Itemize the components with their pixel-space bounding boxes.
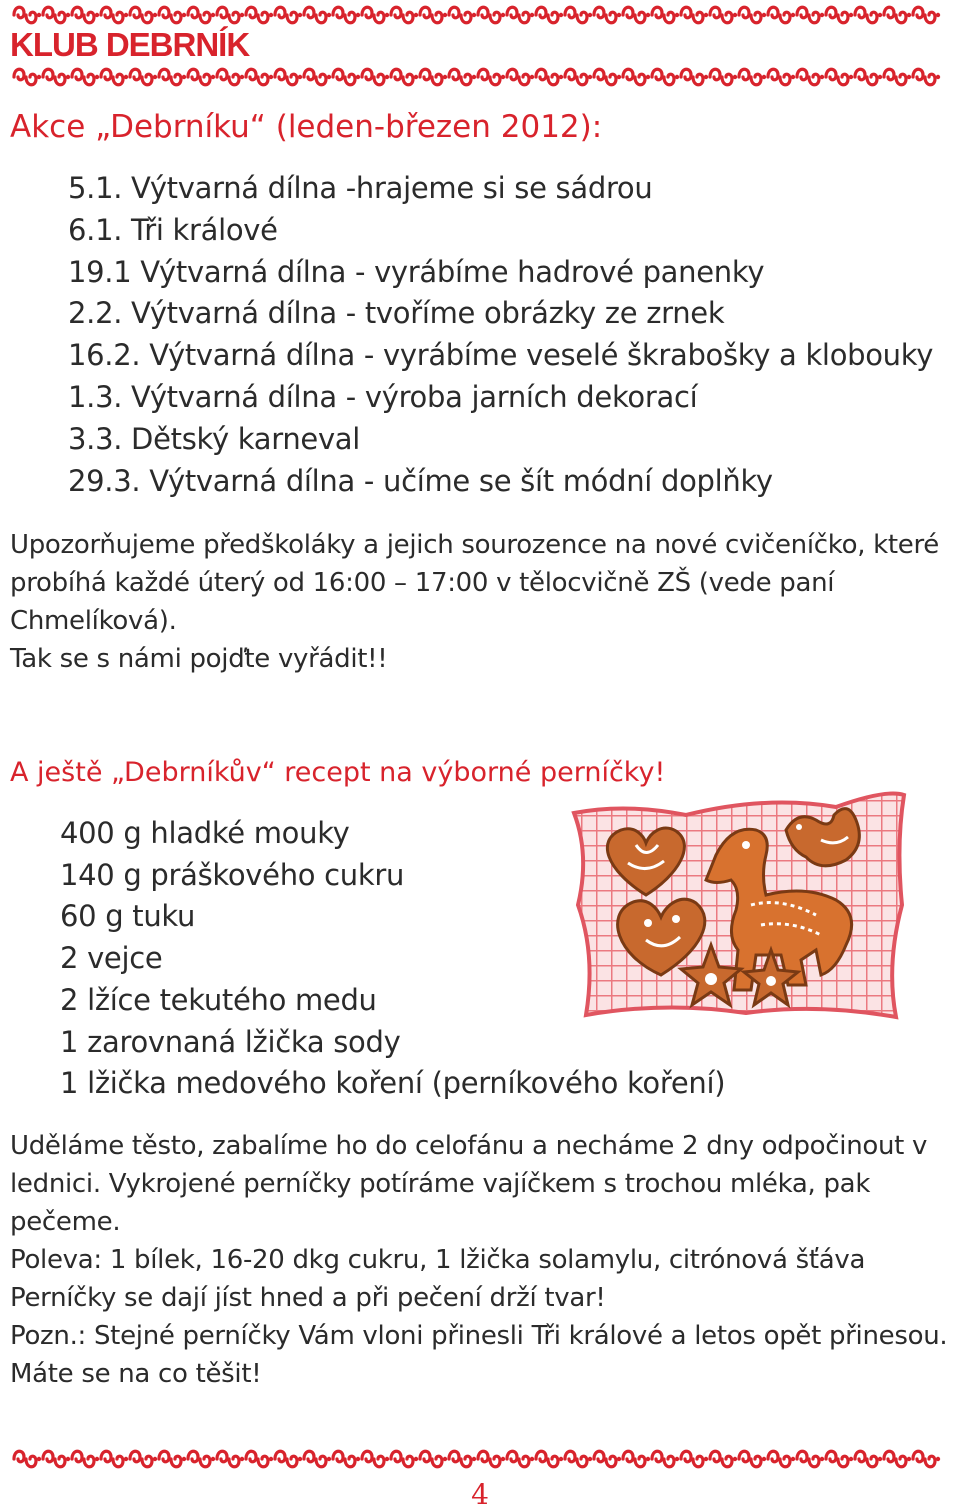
ornament-motif [217, 69, 244, 85]
ornament-motif [855, 7, 882, 23]
ornament-border-bottom [10, 1446, 952, 1472]
ornament-motif [43, 7, 70, 23]
ornament-motif [333, 1451, 360, 1467]
ornament-motif [304, 1451, 331, 1467]
notice-text: Upozorňujeme předškoláky a jejich sourozence na nové cvičeníčko, které probíhá každé úterý od 16:00 – 17:00 v tělocvičně ZŠ (vede paní Chmelíková). [10, 530, 940, 636]
exercise-notice [10, 526, 950, 678]
ornament-motif [884, 69, 911, 85]
event-item: 1.3. Výtvarná dílna - výroba jarních dekorací [68, 379, 698, 414]
ornament-motif [43, 69, 70, 85]
ornament-motif [536, 1451, 563, 1467]
events-heading: Akce „Debrníku“ (leden-březen 2012): [10, 109, 603, 145]
ornament-motif [507, 7, 534, 23]
ornament-motif [594, 69, 621, 85]
ornament-motif [420, 7, 447, 23]
ornament-motif [507, 69, 534, 85]
ornament-motif [826, 69, 853, 85]
ornament-motif [275, 1451, 302, 1467]
ingredient-item: 1 lžička medového koření (perníkového koření) [60, 1066, 726, 1101]
ornament-motif [797, 1451, 824, 1467]
ornament-motif [739, 69, 766, 85]
event-item: 29.3. Výtvarná dílna - učíme se šít módní doplňky [68, 463, 773, 498]
ornament-motif [478, 69, 505, 85]
recipe-instructions [10, 1127, 950, 1393]
ornament-motif [217, 7, 244, 23]
ornament-motif [391, 7, 418, 23]
ornament-motif [652, 7, 679, 23]
ornament-motif [449, 69, 476, 85]
ornament-motif [681, 69, 708, 85]
recipe-note: Pozn.: Stejné perníčky Vám vloni přinesli Tři králové a letos opět přinesou. Máte se na co těšit! [10, 1321, 948, 1389]
ornament-motif [594, 1451, 621, 1467]
ornament-motif [710, 1451, 737, 1467]
ornament-motif [449, 7, 476, 23]
recipe-steps: Uděláme těsto, zabalíme ho do celofánu a necháme 2 dny odpočinout v lednici. Vykrojené perníčky potíráme vajíčkem s trochou mléka, pak pečeme. [10, 1131, 928, 1237]
ornament-motif [130, 69, 157, 85]
ornament-motif [101, 7, 128, 23]
ornament-motif [536, 7, 563, 23]
ornament-motif [362, 7, 389, 23]
ornament-motif [507, 1451, 534, 1467]
ornament-motif [652, 1451, 679, 1467]
ingredient-item: 140 g práškového cukru [60, 857, 405, 892]
ornament-motif [739, 1451, 766, 1467]
event-item: 19.1 Výtvarná dílna - vyrábíme hadrové panenky [68, 254, 765, 289]
ornament-motif [913, 1451, 940, 1467]
ornament-motif [217, 1451, 244, 1467]
ornament-motif [565, 7, 592, 23]
ornament-motif [246, 7, 273, 23]
ingredient-item: 2 lžíce tekutého medu [60, 982, 377, 1017]
club-title: KLUB DEBRNÍK [10, 26, 250, 63]
ornament-motif [623, 7, 650, 23]
ornament-motif [101, 69, 128, 85]
ornament-motif [333, 69, 360, 85]
recipe-heading: A ještě „Debrníkův“ recept na výborné perníčky! [10, 757, 666, 788]
ingredient-item: 2 vejce [60, 941, 163, 976]
ornament-motif [188, 7, 215, 23]
ornament-motif [159, 69, 186, 85]
event-item: 5.1. Výtvarná dílna -hrajeme si se sádrou [68, 171, 653, 205]
ornament-motif [739, 7, 766, 23]
ornament-motif [130, 1451, 157, 1467]
ornament-motif [681, 1451, 708, 1467]
ornament-motif [681, 7, 708, 23]
ornament-motif [130, 7, 157, 23]
ornament-motif [275, 69, 302, 85]
ornament-motif [797, 7, 824, 23]
ornament-motif [362, 1451, 389, 1467]
ornament-motif [246, 69, 273, 85]
ornament-motif [623, 1451, 650, 1467]
ornament-motif [797, 69, 824, 85]
ornament-motif [14, 7, 41, 23]
ornament-motif [855, 1451, 882, 1467]
ornament-motif [188, 69, 215, 85]
ornament-motif [536, 69, 563, 85]
ornament-motif [14, 69, 41, 85]
ornament-motif [188, 1451, 215, 1467]
events-list [68, 168, 933, 502]
ornament-border-top [10, 2, 952, 28]
ornament-motif [420, 1451, 447, 1467]
ingredient-item: 400 g hladké mouky [60, 816, 350, 850]
ornament-motif [159, 1451, 186, 1467]
ornament-motif [565, 1451, 592, 1467]
event-item: 2.2. Výtvarná dílna - tvoříme obrázky ze zrnek [68, 296, 725, 331]
event-item: 3.3. Dětský karneval [68, 421, 361, 456]
ornament-motif [72, 7, 99, 23]
event-item: 16.2. Výtvarná dílna - vyrábíme veselé škrabošky a klobouky [68, 338, 934, 373]
ornament-motif [710, 69, 737, 85]
event-item: 6.1. Tři králové [68, 212, 278, 247]
ornament-motif [420, 69, 447, 85]
ornament-motif [43, 1451, 70, 1467]
ornament-motif [913, 69, 940, 85]
ornament-motif [391, 1451, 418, 1467]
ornament-motif [826, 7, 853, 23]
ornament-motif [101, 1451, 128, 1467]
ornament-motif [855, 69, 882, 85]
ornament-motif [768, 7, 795, 23]
ornament-motif [884, 1451, 911, 1467]
ornament-motif [594, 7, 621, 23]
ornament-motif [159, 7, 186, 23]
ornament-motif [304, 69, 331, 85]
ornament-motif [913, 7, 940, 23]
recipe-tip: Perníčky se dají jíst hned a při pečení drží tvar! [10, 1283, 606, 1313]
ornament-motif [478, 7, 505, 23]
ornament-motif [449, 1451, 476, 1467]
page-number: 4 [471, 1478, 489, 1511]
ornament-motif [478, 1451, 505, 1467]
ornament-motif [565, 69, 592, 85]
ornament-motif [14, 1451, 41, 1467]
ornament-motif [884, 7, 911, 23]
gingerbread-cookies-illustration [566, 785, 911, 1025]
ornament-motif [768, 1451, 795, 1467]
ornament-motif [391, 69, 418, 85]
ornament-motif [72, 1451, 99, 1467]
ornament-motif [304, 7, 331, 23]
ornament-motif [652, 69, 679, 85]
notice-call: Tak se s námi pojďte vyřádit!! [10, 644, 388, 674]
ornament-motif [246, 1451, 273, 1467]
ingredient-item: 1 zarovnaná lžička sody [60, 1024, 401, 1059]
ornament-motif [333, 7, 360, 23]
ornament-motif [826, 1451, 853, 1467]
ornament-motif [710, 7, 737, 23]
ornament-motif [623, 69, 650, 85]
ornament-motif [768, 69, 795, 85]
ornament-motif [275, 7, 302, 23]
ornament-motif [362, 69, 389, 85]
ingredient-item: 60 g tuku [60, 899, 196, 934]
ornament-border-under-title [10, 64, 952, 90]
recipe-icing: Poleva: 1 bílek, 16-20 dkg cukru, 1 lžička solamylu, citrónová šťáva [10, 1245, 866, 1275]
ornament-motif [72, 69, 99, 85]
